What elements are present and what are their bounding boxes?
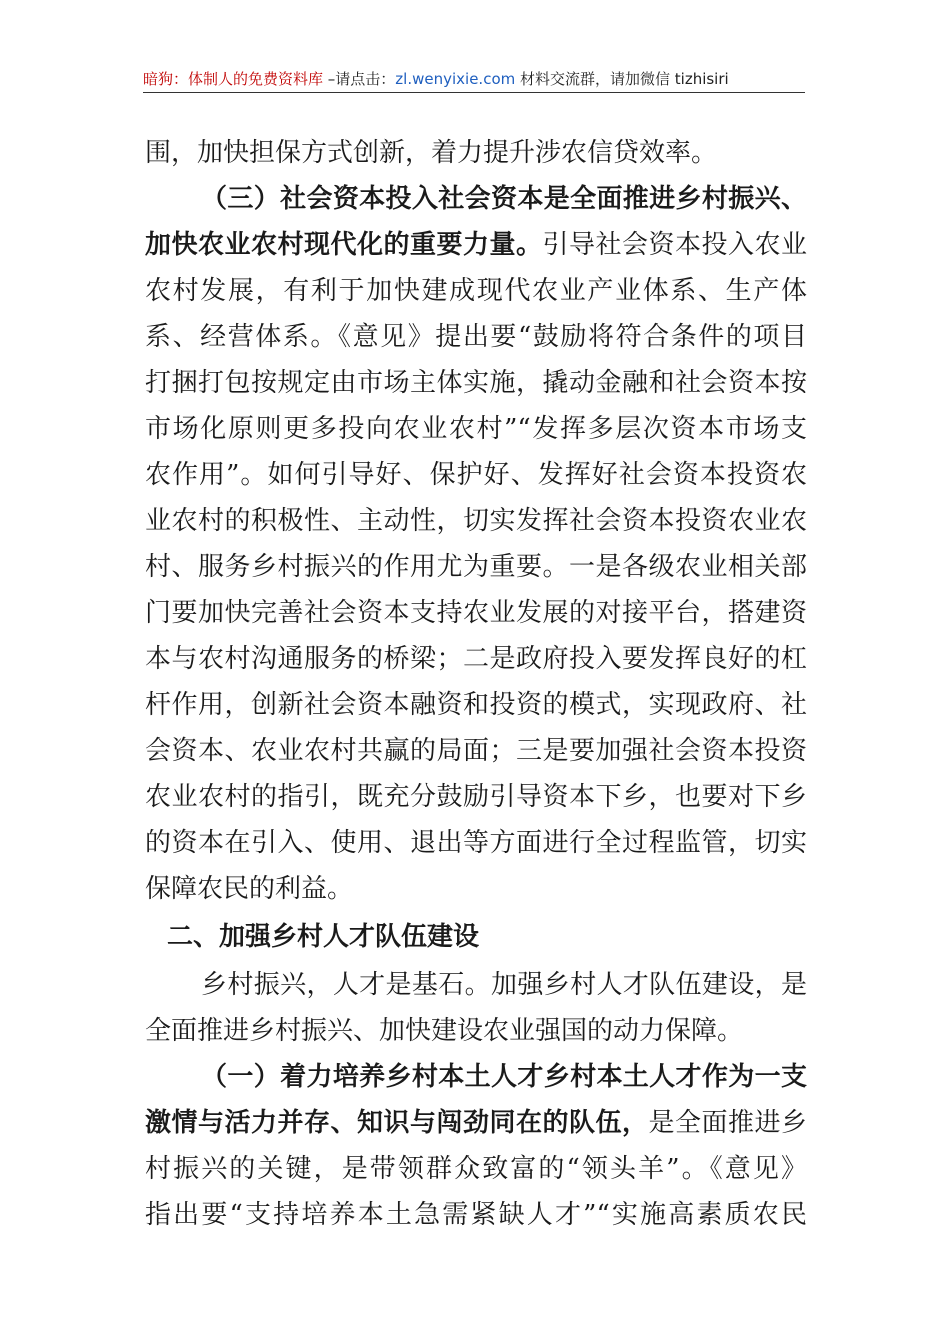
section-3-title-line bbox=[145, 176, 807, 222]
text-line: 业农村的积极性、主动性，切实发挥社会资本投资农业农 bbox=[145, 506, 807, 536]
header-click-prompt: –请点击： bbox=[323, 70, 396, 88]
text-segment: 是全面推进乡 bbox=[648, 1108, 807, 1138]
subsection-1-title: （一）着力培养乡村本土人才乡村本土人才作为一支 bbox=[201, 1062, 807, 1092]
text-line: 杆作用，创新社会资本融资和投资的模式，实现政府、社 bbox=[145, 690, 807, 720]
text-line: 市场化原则更多投向农业农村”“发挥多层次资本市场支 bbox=[145, 414, 807, 444]
text-line: 村、服务乡村振兴的作用尤为重要。一是各级农业相关部 bbox=[145, 552, 807, 582]
text-line: 全面推进乡村振兴、加快建设农业强国的动力保障。 bbox=[145, 1016, 744, 1046]
section-3-title: （三）社会资本投入社会资本是全面推进乡村振兴、 bbox=[201, 184, 807, 214]
text-line: 围，加快担保方式创新，着力提升涉农信贷效率。 bbox=[145, 138, 718, 168]
text-line: 农作用”。如何引导好、保护好、发挥好社会资本投资农 bbox=[145, 460, 807, 490]
text-line: 打捆打包按规定由市场主体实施，撬动金融和社会资本按 bbox=[145, 368, 807, 398]
text-line: 本与农村沟通服务的桥梁；二是政府投入要发挥良好的杠 bbox=[145, 644, 807, 674]
text-segment: 引导社会资本投入农业 bbox=[542, 230, 807, 260]
text-line: 农村发展，有利于加快建成现代农业产业体系、生产体 bbox=[145, 276, 807, 306]
header-link[interactable]: zl.wenyixie.com bbox=[395, 70, 516, 88]
text-line bbox=[145, 222, 807, 268]
text-line: 保障农民的利益。 bbox=[145, 874, 354, 904]
header-wechat-info: 材料交流群，请加微信 tizhisiri bbox=[515, 70, 729, 88]
text-line: 农业农村的指引，既充分鼓励引导资本下乡，也要对下乡 bbox=[145, 782, 807, 812]
text-line: 乡村振兴，人才是基石。加强乡村人才队伍建设，是 bbox=[201, 970, 807, 1000]
header-site-name: 暗狗：体制人的免费资料库 bbox=[143, 70, 324, 88]
text-line: 村振兴的关键，是带领群众致富的“领头羊”。《意见》 bbox=[145, 1154, 807, 1184]
document-body bbox=[145, 130, 807, 1238]
page-header bbox=[143, 68, 805, 93]
text-line: 指出要“支持培养本土急需紧缺人才”“实施高素质农民 bbox=[145, 1200, 807, 1230]
text-line: 门要加快完善社会资本支持农业发展的对接平台，搭建资 bbox=[145, 598, 807, 628]
section-heading: 二、加强乡村人才队伍建设 bbox=[167, 922, 480, 952]
section-3-title-cont: 加快农业农村现代化的重要力量。 bbox=[145, 230, 543, 260]
text-line: 的资本在引入、使用、退出等方面进行全过程监管，切实 bbox=[145, 828, 807, 858]
text-line bbox=[145, 1100, 807, 1146]
text-line: 会资本、农业农村共赢的局面；三是要加强社会资本投资 bbox=[145, 736, 807, 766]
text-line: 系、经营体系。《意见》提出要“鼓励将符合条件的项目 bbox=[145, 322, 807, 352]
subsection-1-title-cont: 激情与活力并存、知识与闯劲同在的队伍， bbox=[145, 1108, 649, 1138]
subsection-1-title-line bbox=[145, 1054, 807, 1100]
